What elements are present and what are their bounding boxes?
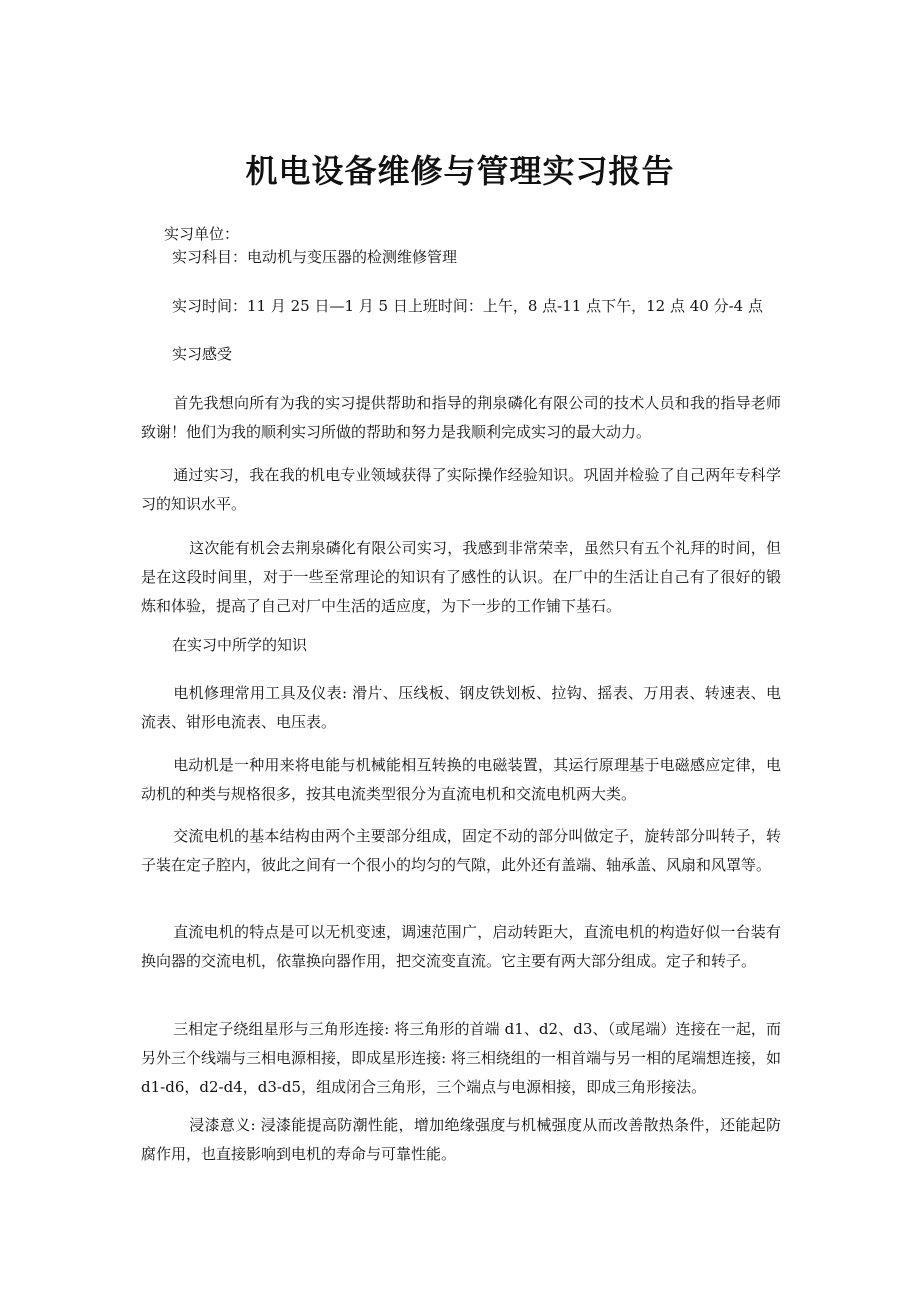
page-title: 机电设备维修与管理实习报告 bbox=[245, 152, 675, 190]
paragraph-honor bbox=[141, 534, 781, 621]
paragraph-gain bbox=[141, 461, 781, 519]
paragraph-motor-text: 电动机是一种用来将电能与机械能相互转换的电磁装置，其运行原理基于电磁感应定律，电动机的种类与规格很多，按其电流类型很分为直流电机和交流电机两大类。 bbox=[141, 756, 781, 803]
paragraph-dc-text: 直流电机的特点是可以无机变速，调速范围广，启动转距大，直流电机的构造好似一台装有换向器的交流电机，依靠换向器作用，把交流变直流。它主要有两大部分组成。定子和转子。 bbox=[141, 923, 781, 970]
paragraph-ac-text: 交流电机的基本结构由两个主要部分组成，固定不动的部分叫做定子，旋转部分叫转子，转子装在定子腔内，彼此之间有一个很小的均匀的气隙，此外还有盖端、轴承盖、风扇和风罩等。 bbox=[141, 827, 781, 874]
internship-time: 实习时间：11 月 25 日—1 月 5 日上班时间：上午，8 点-11 点下午，12 点 40 分-4 点 bbox=[172, 297, 763, 315]
internship-unit: 实习单位： bbox=[164, 225, 240, 243]
paragraph-gain-text: 通过实习，我在我的机电专业领域获得了实际操作经验知识。巩固并检验了自己两年专科学习的知识水平。 bbox=[141, 466, 781, 513]
paragraph-tools bbox=[141, 679, 781, 737]
learned-heading: 在实习中所学的知识 bbox=[172, 636, 308, 654]
paragraph-varnish-text: 浸漆意义: 浸漆能提高防潮性能，增加绝缘强度与机械强度从而改善散热条件，还能起防腐作用，也直接影响到电机的寿命与可靠性能。 bbox=[141, 1116, 781, 1163]
paragraph-thanks bbox=[141, 389, 781, 447]
paragraph-tools-text: 电机修理常用工具及仪表: 滑片、压线板、钢皮铁划板、拉钩、摇表、万用表、转速表、电流表、钳形电流表、电压表。 bbox=[141, 684, 781, 731]
paragraph-ac bbox=[141, 822, 781, 880]
internship-subject: 实习科目：电动机与变压器的检测维修管理 bbox=[172, 248, 458, 266]
paragraph-motor bbox=[141, 751, 781, 809]
paragraph-dc bbox=[141, 918, 781, 976]
paragraph-star-delta bbox=[141, 1015, 781, 1102]
paragraph-honor-text: 这次能有机会去荆泉磷化有限公司实习，我感到非常荣幸，虽然只有五个礼拜的时间，但是在这段时间里，对于一些至常理论的知识有了感性的认识。在厂中的生活让自己有了很好的锻炼和体验，提高了自己对厂中生活的适应度，为下一步的工作铺下基石。 bbox=[141, 539, 781, 615]
paragraph-star-delta-text: 三相定子绕组星形与三角形连接: 将三角形的首端 d1、d2、d3、（或尾端）连接在一起，而另外三个线端与三相电源相接，即成星形连接: 将三相绕组的一相首端与另一相的尾端想连接，如 d1-d6，d2-d4，d3-d5，组成闭合三角形，三个端点与电源相接，即成三角形接法。 bbox=[141, 1020, 781, 1096]
paragraph-varnish bbox=[141, 1111, 781, 1169]
feeling-heading: 实习感受 bbox=[172, 345, 233, 363]
paragraph-thanks-text: 首先我想向所有为我的实习提供帮助和指导的荆泉磷化有限公司的技术人员和我的指导老师致谢！他们为我的顺利实习所做的帮助和努力是我顺利完成实习的最大动力。 bbox=[141, 394, 781, 441]
